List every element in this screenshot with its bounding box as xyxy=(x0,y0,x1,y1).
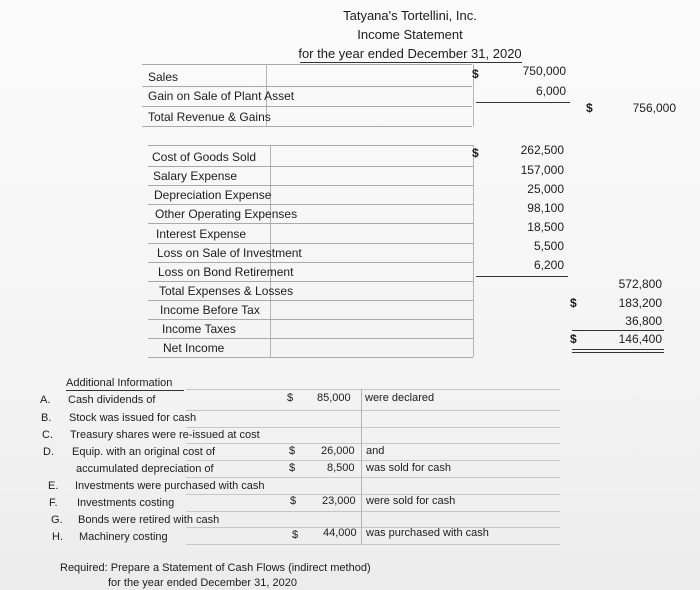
item-amount: 23,000 xyxy=(322,495,356,507)
item-text: Equip. with an original cost of xyxy=(72,446,216,458)
item-currency: $ xyxy=(292,529,299,541)
expense-label: Loss on Bond Retirement xyxy=(158,265,294,279)
item-letter: B. xyxy=(41,412,52,424)
item-currency: $ xyxy=(289,462,296,474)
expenses-currency: $ xyxy=(472,146,479,160)
expense-value: 5,500 xyxy=(533,239,564,253)
item-amount: 8,500 xyxy=(327,462,355,474)
sales-currency: $ xyxy=(472,67,479,81)
gain-label: Gain on Sale of Plant Asset xyxy=(148,89,295,103)
expense-label: Salary Expense xyxy=(153,169,238,183)
total-revenue-value: 756,000 xyxy=(632,101,676,115)
expense-label: Depreciation Expense xyxy=(154,188,272,202)
item-note: was sold for cash xyxy=(366,462,451,474)
expense-label: Interest Expense xyxy=(156,227,247,241)
required-period: for the year ended December 31, 2020 xyxy=(108,577,297,589)
expense-value: 262,500 xyxy=(520,143,564,157)
income-taxes-label: Income Taxes xyxy=(162,322,236,336)
item-currency: $ xyxy=(287,392,294,404)
income-taxes-value: 36,800 xyxy=(625,314,662,328)
item-text: Cash dividends of xyxy=(68,394,156,406)
gain-value: 6,000 xyxy=(535,84,566,98)
item-note: was purchased with cash xyxy=(366,527,489,539)
statement-period: for the year ended December 31, 2020 xyxy=(298,46,522,61)
item-text: Stock was issued for cash xyxy=(69,412,197,424)
required-text: Prepare a Statement of Cash Flows (indirect method) xyxy=(110,562,371,574)
expense-label: Other Operating Expenses xyxy=(155,207,298,221)
item-note: were sold for cash xyxy=(366,495,456,507)
required-line xyxy=(60,562,371,574)
item-currency: $ xyxy=(290,495,297,507)
expense-value: 6,200 xyxy=(533,258,564,272)
company-name: Tatyana's Tortellini, Inc. xyxy=(343,8,477,23)
total-revenue-currency: $ xyxy=(586,101,593,115)
additional-title: Additional Information xyxy=(66,377,173,389)
expense-value: 98,100 xyxy=(527,201,564,215)
net-income-value: 146,400 xyxy=(618,332,662,346)
item-letter: E. xyxy=(48,480,59,492)
net-income-label: Net Income xyxy=(163,341,225,355)
item-letter: C. xyxy=(42,429,53,441)
total-revenue-label: Total Revenue & Gains xyxy=(148,110,271,124)
net-income-currency: $ xyxy=(570,332,577,346)
expense-label: Cost of Goods Sold xyxy=(152,150,257,164)
item-text: accumulated depreciation of xyxy=(76,463,214,475)
expense-value: 18,500 xyxy=(527,220,564,234)
item-note: were declared xyxy=(365,392,435,404)
item-letter: A. xyxy=(40,394,51,406)
income-before-tax-value: 183,200 xyxy=(618,296,662,310)
expense-value: 157,000 xyxy=(520,163,564,177)
required-label: Required: xyxy=(60,562,108,574)
item-text: Machinery costing xyxy=(79,531,168,543)
item-letter: G. xyxy=(51,514,63,526)
income-before-tax-label: Income Before Tax xyxy=(160,303,260,317)
item-text: Investments costing xyxy=(77,497,175,509)
sales-label: Sales xyxy=(148,70,179,84)
item-amount: 26,000 xyxy=(321,445,355,457)
item-letter: H. xyxy=(52,531,63,543)
total-expenses-value: 572,800 xyxy=(618,277,662,291)
total-expenses-currency: $ xyxy=(570,296,577,310)
item-text: Treasury shares were re-issued at cost xyxy=(70,429,260,441)
statement-title: Income Statement xyxy=(357,27,463,42)
item-text: Investments were purchased with cash xyxy=(75,480,265,492)
item-text: Bonds were retired with cash xyxy=(78,514,220,526)
item-amount: 44,000 xyxy=(323,527,357,539)
item-amount: 85,000 xyxy=(317,392,351,404)
item-currency: $ xyxy=(289,445,296,457)
sales-value: 750,000 xyxy=(522,64,566,78)
item-letter: D. xyxy=(43,446,54,458)
expense-value: 25,000 xyxy=(527,182,564,196)
total-expenses-label: Total Expenses & Losses xyxy=(159,284,294,298)
expense-label: Loss on Sale of Investment xyxy=(157,246,302,260)
item-letter: F. xyxy=(49,497,58,509)
item-note: and xyxy=(366,445,385,457)
